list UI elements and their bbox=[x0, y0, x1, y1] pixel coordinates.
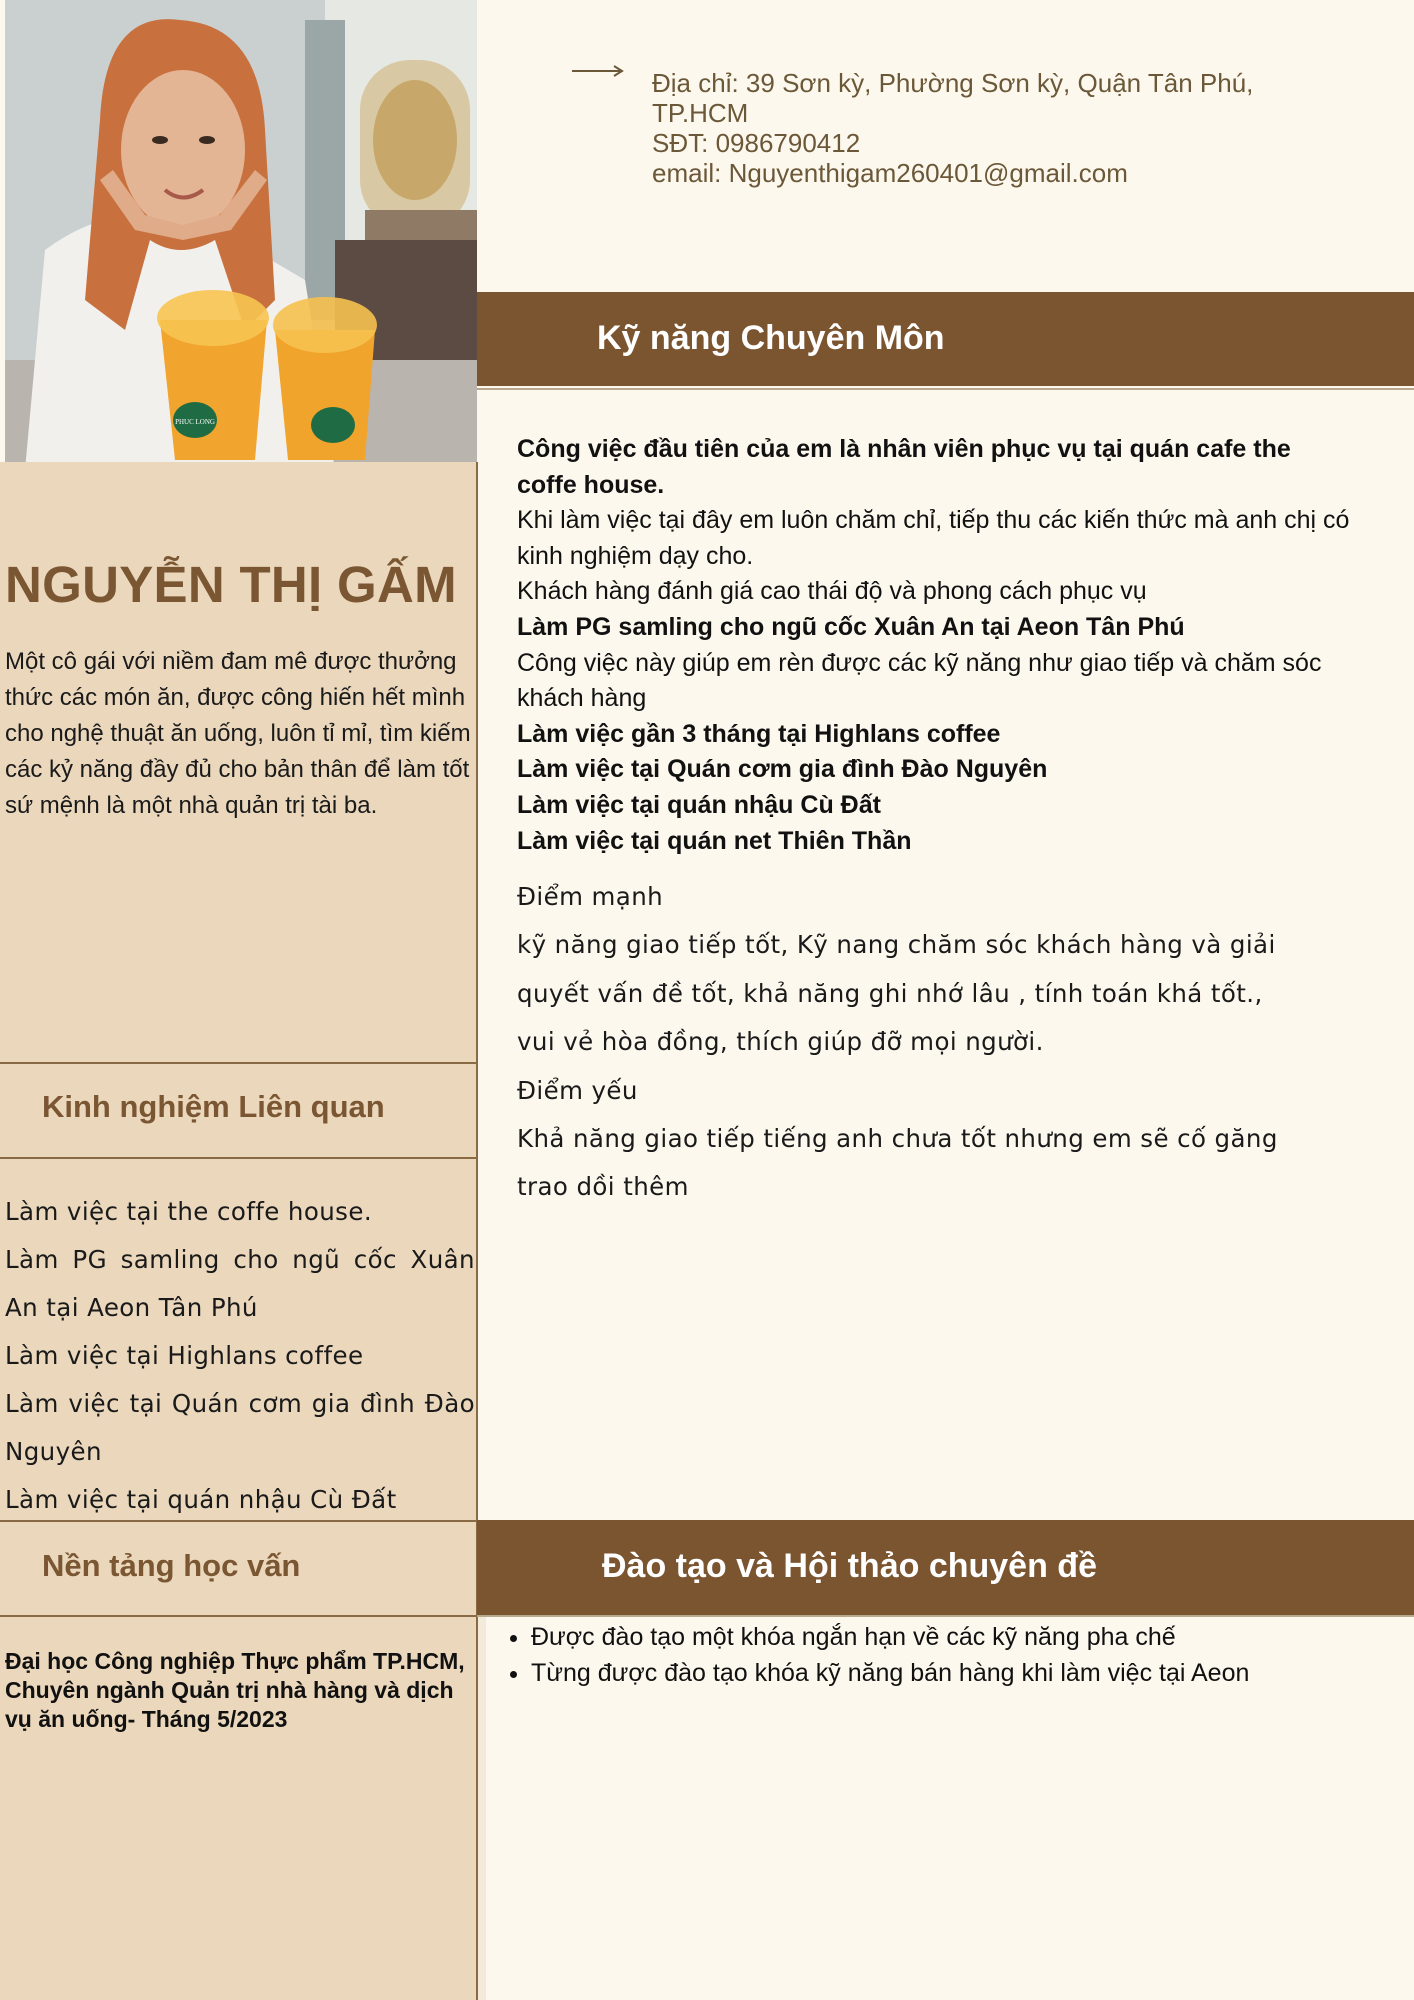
cup-logo-text: PHUC LONG bbox=[175, 418, 215, 426]
skills-line: Khi làm việc tại đây em luôn chăm chỉ, tiếp thu các kiến thức mà anh chị có bbox=[517, 506, 1350, 535]
training-item: • Được đào tạo một khóa ngắn hạn về các kỹ năng pha chế bbox=[531, 1620, 1251, 1656]
experience-item: Làm việc tại quán nhậu Cù Đất bbox=[5, 1485, 397, 1514]
skills-text bbox=[517, 432, 1414, 859]
training-heading: Đào tạo và Hội thảo chuyên đề bbox=[602, 1547, 1097, 1585]
skills-line: khách hàng bbox=[517, 684, 647, 713]
training-list bbox=[497, 1620, 1251, 1691]
contact-address-line2: TP.HCM bbox=[652, 98, 749, 128]
experience-bottom-rule bbox=[0, 1157, 476, 1159]
skills-line: Công việc đầu tiên của em là nhân viên phục vụ tại quán cafe the bbox=[517, 435, 1291, 463]
skills-header-rule bbox=[477, 388, 1414, 390]
skills-line: Làm việc gần 3 tháng tại Highlans coffee bbox=[517, 719, 1001, 748]
strengths-line: quyết vấn đề tốt, khả năng ghi nhớ lâu , tính toán khá tốt., bbox=[517, 978, 1263, 1008]
strengths-line: kỹ năng giao tiếp tốt, Kỹ nang chăm sóc khách hàng và giải bbox=[517, 930, 1276, 960]
skills-line: Làm việc tại quán net Thiên Thần bbox=[517, 826, 912, 855]
experience-heading: Kinh nghiệm Liên quan bbox=[42, 1089, 385, 1124]
skills-line: Làm PG samling cho ngũ cốc Xuân An tại Aeon Tân Phú bbox=[517, 612, 1185, 641]
weaknesses-line: Khả năng giao tiếp tiếng anh chưa tốt nhưng em sẽ cố găng bbox=[517, 1124, 1278, 1154]
skills-heading: Kỹ năng Chuyên Môn bbox=[597, 319, 945, 357]
strengths-title: Điểm mạnh bbox=[517, 882, 664, 911]
skills-line: Làm việc tại Quán cơm gia đình Đào Nguyên bbox=[517, 755, 1048, 784]
education-heading: Nền tảng học vấn bbox=[42, 1548, 301, 1583]
skills-line: kinh nghiệm dạy cho. bbox=[517, 541, 754, 570]
experience-top-rule bbox=[0, 1062, 476, 1064]
candidate-name: NGUYỄN THỊ GẤM bbox=[5, 556, 457, 613]
education-text: Đại học Công nghiệp Thực phẩm TP.HCM, Chuyên ngành Quản trị nhà hàng và dịch vụ ăn uống- Tháng 5/2023 bbox=[5, 1648, 465, 1732]
weaknesses-line: trao dồi thêm bbox=[517, 1172, 689, 1202]
education-bottom-rule bbox=[0, 1615, 476, 1617]
skills-line: coffe house. bbox=[517, 470, 665, 499]
arrow-right-icon bbox=[572, 64, 624, 78]
experience-list bbox=[5, 1188, 475, 1524]
weaknesses-title: Điểm yếu bbox=[517, 1075, 638, 1105]
experience-item: Làm việc tại Quán cơm gia đình Đào Nguyên bbox=[5, 1389, 475, 1466]
skills-line: Làm việc tại quán nhậu Cù Đất bbox=[517, 790, 881, 819]
experience-item: Làm PG samling cho ngũ cốc Xuân An tại Aeon Tân Phú bbox=[5, 1245, 475, 1322]
education-top-rule bbox=[0, 1520, 476, 1522]
skills-header-band bbox=[477, 292, 1414, 386]
skills-line: Khách hàng đánh giá cao thái độ và phong cách phục vụ bbox=[517, 577, 1147, 606]
training-header-band bbox=[477, 1520, 1414, 1615]
training-header-rule bbox=[477, 1615, 1414, 1617]
training-item: • Từng được đào tạo khóa kỹ năng bán hàng khi làm việc tại Aeon bbox=[531, 1656, 1251, 1692]
contact-phone: SĐT: 0986790412 bbox=[652, 128, 861, 158]
strengths-weaknesses bbox=[517, 873, 1337, 1212]
contact-block bbox=[652, 68, 1352, 188]
experience-item: Làm việc tại Highlans coffee bbox=[5, 1341, 364, 1370]
experience-item: Làm việc tại the coffe house. bbox=[5, 1197, 373, 1226]
strengths-line: vui vẻ hòa đồng, thích giúp đỡ mọi người. bbox=[517, 1027, 1044, 1057]
skills-line: Công việc này giúp em rèn được các kỹ năng như giao tiếp và chăm sóc bbox=[517, 648, 1322, 677]
profile-photo-illustration bbox=[5, 0, 477, 462]
contact-address-line1: Địa chỉ: 39 Sơn kỳ, Phường Sơn kỳ, Quận Tân Phú, bbox=[652, 68, 1254, 98]
contact-email: email: Nguyenthigam260401@gmail.com bbox=[652, 158, 1128, 188]
intro-text: Một cô gái với niềm đam mê được thưởng thức các món ăn, được công hiến hết mình cho nghệ thuật ăn uống, luôn tỉ mỉ, tìm kiếm các kỷ năng đầy đủ cho bản thân để làm tốt sứ mệnh là một nhà quản trị tài ba. bbox=[5, 648, 471, 819]
profile-photo bbox=[5, 0, 477, 462]
